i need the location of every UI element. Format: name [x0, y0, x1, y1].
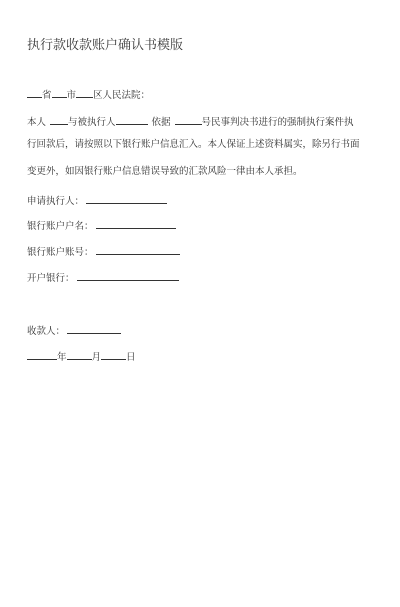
payee-field [27, 323, 121, 338]
account-name-label: 银行账户户名： [27, 221, 94, 232]
day-blank [101, 349, 126, 360]
body-line-1 [27, 114, 354, 129]
account-number-label: 银行账户账号： [27, 247, 94, 258]
month-label: 月 [91, 352, 102, 363]
city-blank [52, 87, 67, 98]
document-title: 执行款收款账户确认书模版 [27, 38, 184, 53]
account-number-blank [96, 244, 180, 255]
bank-label: 开户银行： [27, 273, 75, 284]
judgment-number-blank [175, 114, 202, 125]
respondent-name-blank [116, 114, 148, 125]
year-blank [27, 349, 57, 360]
applicant-field [27, 193, 167, 208]
payee-blank [67, 323, 121, 334]
body-text-1: 本人 [27, 117, 47, 128]
account-number-field [27, 244, 180, 259]
province-blank [27, 87, 42, 98]
date-line [27, 349, 136, 364]
court-suffix: 区人民法院： [93, 90, 151, 101]
month-blank [67, 349, 92, 360]
account-name-blank [96, 218, 176, 229]
district-blank [76, 87, 93, 98]
applicant-label: 申请执行人： [27, 196, 85, 207]
body-line-3: 变更外，如因银行账户信息错误导致的汇款风险一律由本人承担。 [27, 166, 303, 177]
province-suffix: 省 [42, 90, 52, 101]
body-line-2: 行回款后，请按照以下银行账户信息汇入。本人保证上述资料属实，除另行书面 [27, 139, 360, 150]
body-text-2: 与被执行人 [68, 117, 116, 128]
day-label: 日 [126, 352, 136, 363]
court-line [27, 87, 150, 102]
bank-field [27, 270, 179, 285]
city-suffix: 市 [66, 90, 77, 101]
account-name-field [27, 218, 176, 233]
payee-label: 收款人： [27, 326, 66, 337]
body-text-3: 依据 [151, 117, 171, 128]
applicant-blank [86, 193, 167, 204]
year-label: 年 [57, 352, 67, 363]
applicant-name-blank [50, 114, 68, 125]
body-text-4: 号民事判决书进行的强制执行案件执 [201, 117, 354, 128]
bank-blank [77, 270, 179, 281]
